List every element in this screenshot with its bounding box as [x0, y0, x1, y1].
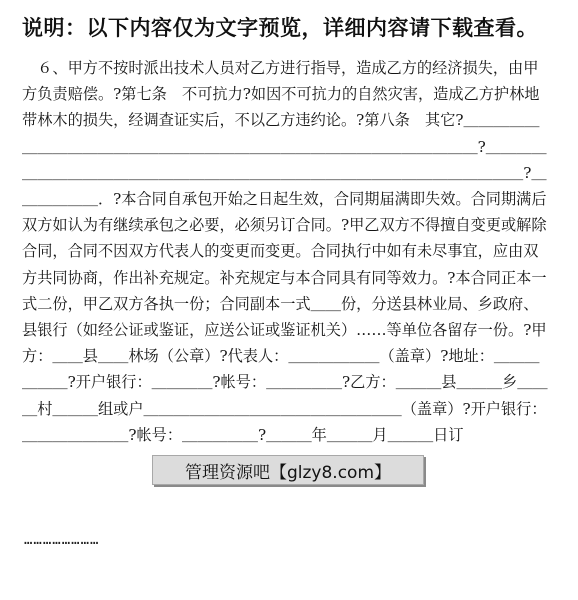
watermark-banner: 管理资源吧【glzy8.com】: [152, 455, 424, 485]
preview-notice: 说明：以下内容仅为文字预览，详细内容请下载查看。: [22, 16, 538, 40]
document-body: [22, 55, 552, 448]
trailing-dots: ……………………: [24, 532, 100, 548]
contract-text: ６、甲方不按时派出技术人员对乙方进行指导，造成乙方的经济损失，由甲方负责赔偿。?第七条 不可抗力?如因不可抗力的自然灾害，造成乙方护林地带林木的损失，经调查证实后，不以乙方违约论。?第八条 其它?＿＿＿＿＿＿＿＿＿＿＿＿＿＿＿＿＿＿＿＿＿＿＿＿＿＿＿＿＿＿＿＿＿＿＿?＿＿＿＿＿＿＿＿＿＿＿＿＿＿＿＿＿＿＿＿＿＿＿＿＿＿＿＿＿＿＿＿＿＿＿＿＿?＿＿＿＿＿＿．?本合同自承包开始之日起生效，合同期届满即失效。合同期满后双方如认为有继续承包之必要，必须另订合同。?甲乙双方不得擅自变更或解除合同，合同不因双方代表人的变更而变更。合同执行中如有未尽事宜，应由双方共同协商，作出补充规定。补充规定与本合同具有同等效力。?本合同正本一式二份，甲乙双方各执一份；合同副本一式＿＿份，分送县林业局、乡政府、县银行（如经公证或鉴证，应送公证或鉴证机关）……等单位各留存一份。?甲方：＿＿县＿＿林场（公章）?代表人：＿＿＿＿＿＿（盖章）?地址：＿＿＿＿＿＿?开户银行：＿＿＿＿?帐号：＿＿＿＿＿?乙方：＿＿＿县＿＿＿乡＿＿＿村＿＿＿组或户＿＿＿＿＿＿＿＿＿＿＿＿＿＿＿＿＿（盖章）?开户银行：＿＿＿＿＿＿＿?帐号：＿＿＿＿＿?＿＿＿年＿＿＿月＿＿＿日订: [22, 59, 548, 444]
